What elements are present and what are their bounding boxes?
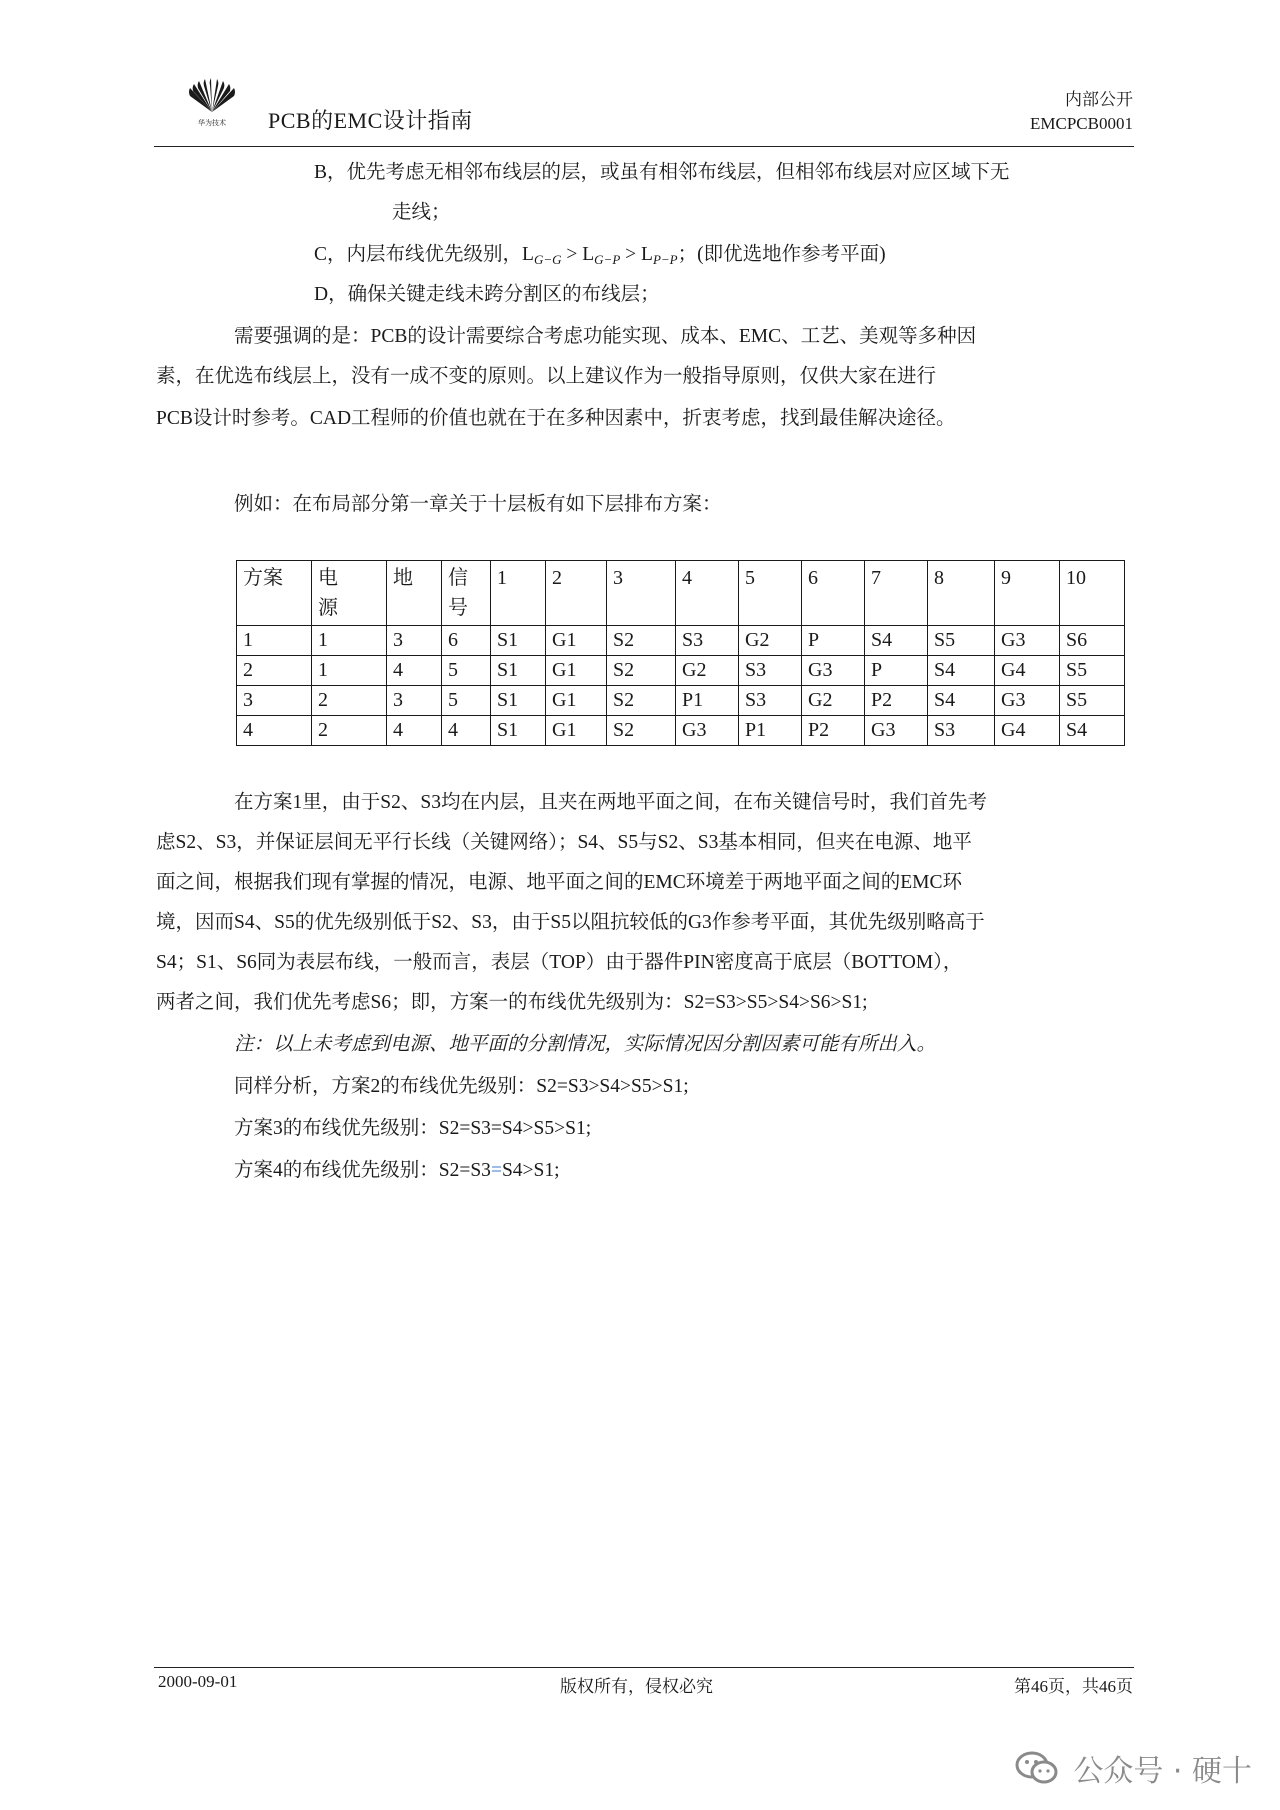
item-c — [314, 238, 886, 268]
table-cell: 4 — [442, 716, 491, 746]
layer-l2: L — [582, 244, 595, 265]
table-cell: 2 — [237, 656, 312, 686]
table-cell: S3 — [739, 656, 802, 686]
table-header-text: 7 — [871, 567, 881, 589]
gt-1: > — [561, 244, 583, 265]
analysis-line2: 虑S2、S3，并保证层间无平行长线（关键网络）；S4、S5与S2、S3基本相同，但夹在电源、地平 — [156, 832, 972, 853]
gt-2: > — [620, 244, 642, 265]
analysis-line6: 两者之间，我们优先考虑S6；即，方案一的布线优先级别为：S2=S3>S5>S4>S6>S1; — [156, 992, 868, 1013]
table-header-text: 9 — [1001, 567, 1011, 589]
table-cell: S5 — [928, 626, 995, 656]
layer-sub-gg: G−G — [533, 252, 562, 267]
scheme3-priority: 方案3的布线优先级别：S2=S3=S4>S5>S1; — [234, 1118, 592, 1139]
table-cell: S2 — [607, 656, 676, 686]
item-b-line2: 走线； — [392, 202, 451, 223]
analysis-line4: 境，因而S4、S5的优先级别低于S2、S3，由于S5以阻抗较低的G3作参考平面，其优先级别略高于 — [156, 912, 985, 933]
layer-sub-pp: P−P — [652, 252, 678, 267]
table-header-cell — [312, 561, 387, 626]
table-cell: P2 — [865, 686, 928, 716]
table-cell: G2 — [676, 656, 739, 686]
table-row — [237, 626, 1125, 656]
table-cell: S2 — [607, 626, 676, 656]
table-cell: G1 — [546, 656, 607, 686]
table-cell: P — [865, 656, 928, 686]
scheme4-part-b: S4>S1; — [501, 1160, 560, 1181]
table-header-cell — [676, 561, 739, 626]
analysis-line5: S4；S1、S6同为表层布线，一般而言，表层（TOP）由于器件PIN密度高于底层（BOTTOM）， — [156, 952, 963, 973]
huawei-logo — [184, 78, 240, 128]
scheme2-priority: 同样分析，方案2的布线优先级别：S2=S3>S4>S5>S1; — [234, 1076, 689, 1097]
table-cell: S5 — [1060, 656, 1125, 686]
table-header-text: 电 — [318, 567, 338, 589]
table-header-text: 信 — [448, 567, 468, 589]
table-header-cell — [607, 561, 676, 626]
table-header-cell — [1060, 561, 1125, 626]
table-cell: S2 — [607, 716, 676, 746]
table-row — [237, 656, 1125, 686]
table-header-text: 号 — [448, 597, 468, 619]
item-d: D，确保关键走线未跨分割区的布线层； — [314, 284, 660, 305]
table-cell: 4 — [387, 656, 442, 686]
table-header-text: 地 — [393, 567, 413, 589]
example-intro: 例如：在布局部分第一章关于十层板有如下层排布方案： — [234, 494, 722, 515]
analysis-line1: 在方案1里，由于S2、S3均在内层，且夹在两地平面之间，在布关键信号时，我们首先考 — [234, 792, 987, 813]
layer-l1: L — [522, 244, 534, 265]
item-c-prefix: C，内层布线优先级别， — [314, 244, 523, 265]
table-header-cell — [491, 561, 546, 626]
table-cell: 5 — [442, 686, 491, 716]
table-header-text: 8 — [934, 567, 944, 589]
table-cell: G4 — [995, 656, 1060, 686]
table-header-text: 5 — [745, 567, 755, 589]
layer-sub-gp: G−P — [594, 252, 621, 267]
doc-code: EMCPCB0001 — [1030, 114, 1133, 133]
emphasis-line3: PCB设计时参考。CAD工程师的价值也就在于在多种因素中，折衷考虑，找到最佳解决途径。 — [156, 408, 956, 429]
table-cell: 1 — [237, 626, 312, 656]
table-cell: S1 — [491, 686, 546, 716]
layer-l3: L — [641, 244, 653, 265]
table-header-cell — [387, 561, 442, 626]
table-cell: S3 — [676, 626, 739, 656]
table-header-text: 4 — [682, 567, 692, 589]
logo-text: 华为技术 — [198, 119, 226, 127]
table-header-text: 6 — [808, 567, 818, 589]
document-title: PCB的EMC设计指南 — [268, 108, 473, 133]
table-header-cell — [739, 561, 802, 626]
table-cell: G4 — [995, 716, 1060, 746]
table-cell: S3 — [928, 716, 995, 746]
table-cell: S5 — [1060, 686, 1125, 716]
item-c-suffix: ；(即优选地作参考平面) — [677, 244, 886, 265]
table-cell: P — [802, 626, 865, 656]
table-cell: G1 — [546, 716, 607, 746]
table-row — [237, 686, 1125, 716]
table-cell: 1 — [312, 656, 387, 686]
table-cell: G2 — [802, 686, 865, 716]
header-meta — [1030, 88, 1133, 136]
table-header-cell — [237, 561, 312, 626]
table-cell: S1 — [491, 626, 546, 656]
footer-page-number: 第46页，共46页 — [1014, 1677, 1133, 1696]
scheme4-priority — [234, 1154, 560, 1182]
footer-divider — [154, 1667, 1134, 1668]
footer-date: 2000-09-01 — [158, 1672, 238, 1691]
table-cell: S1 — [491, 656, 546, 686]
table-cell: 3 — [237, 686, 312, 716]
table-header-cell — [802, 561, 865, 626]
table-cell: 6 — [442, 626, 491, 656]
table-header-row — [237, 561, 1125, 626]
table-row — [237, 716, 1125, 746]
wechat-icon — [1015, 1750, 1059, 1786]
table-cell: 2 — [312, 686, 387, 716]
footer-copyright: 版权所有，侵权必究 — [560, 1677, 713, 1696]
table-cell: S4 — [928, 656, 995, 686]
table-header-cell — [865, 561, 928, 626]
table-cell: G1 — [546, 686, 607, 716]
table-header-text: 10 — [1066, 567, 1086, 589]
table-header-text: 3 — [613, 567, 623, 589]
table-cell: 1 — [312, 626, 387, 656]
table-header-cell — [928, 561, 995, 626]
table-cell: G3 — [676, 716, 739, 746]
emphasis-line2: 素，在优选布线层上，没有一成不变的原则。以上建议作为一般指导原则，仅供大家在进行 — [156, 366, 937, 387]
note-line: 注：以上未考虑到电源、地平面的分割情况，实际情况因分割因素可能有所出入。 — [234, 1034, 937, 1055]
table-header-text: 2 — [552, 567, 562, 589]
table-cell: S2 — [607, 686, 676, 716]
table-cell: G3 — [995, 686, 1060, 716]
table-cell: S4 — [865, 626, 928, 656]
table-cell: S3 — [739, 686, 802, 716]
table-cell: G3 — [802, 656, 865, 686]
table-header-text: 方案 — [243, 567, 283, 589]
table-header-cell — [995, 561, 1060, 626]
table-cell: S4 — [928, 686, 995, 716]
table-cell: G1 — [546, 626, 607, 656]
table-cell: S6 — [1060, 626, 1125, 656]
scheme4-equals: = — [490, 1160, 502, 1181]
item-b-line1: B，优先考虑无相邻布线层的层，或虽有相邻布线层，但相邻布线层对应区域下无 — [314, 162, 1010, 183]
wechat-watermark — [1015, 1746, 1252, 1790]
table-cell: S1 — [491, 716, 546, 746]
table-cell: G3 — [865, 716, 928, 746]
table-cell: P2 — [802, 716, 865, 746]
watermark-text: 公众号 · 硬十 — [1073, 1754, 1252, 1789]
layer-scheme-table — [236, 560, 1125, 746]
table-cell: P1 — [676, 686, 739, 716]
table-cell: 4 — [237, 716, 312, 746]
emphasis-line1: 需要强调的是：PCB的设计需要综合考虑功能实现、成本、EMC、工艺、美观等多种因 — [234, 326, 977, 347]
analysis-line3: 面之间，根据我们现有掌握的情况，电源、地平面之间的EMC环境差于两地平面之间的EMC环 — [156, 872, 963, 893]
table-cell: G3 — [995, 626, 1060, 656]
table-cell: 5 — [442, 656, 491, 686]
header-divider — [154, 146, 1134, 147]
scheme4-part-a: 方案4的布线优先级别：S2=S3 — [234, 1160, 491, 1181]
table-header-text: 源 — [318, 597, 338, 619]
table-cell: G2 — [739, 626, 802, 656]
table-cell: 3 — [387, 686, 442, 716]
table-cell: 3 — [387, 626, 442, 656]
table-cell: 2 — [312, 716, 387, 746]
table-cell: S4 — [1060, 716, 1125, 746]
table-header-text: 1 — [497, 567, 507, 589]
table-header-cell — [546, 561, 607, 626]
table-cell: 4 — [387, 716, 442, 746]
table-header-cell — [442, 561, 491, 626]
classification-label: 内部公开 — [1065, 90, 1133, 109]
table-cell: P1 — [739, 716, 802, 746]
